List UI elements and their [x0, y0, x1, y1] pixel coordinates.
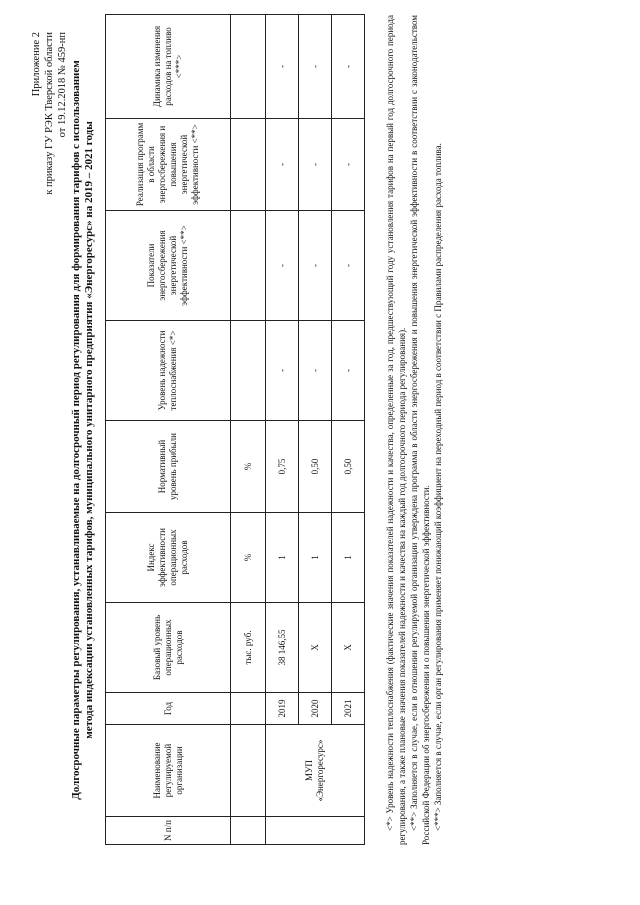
reliability-cell: -: [332, 321, 365, 421]
reliability-cell: -: [299, 321, 332, 421]
unit-base: тыс. руб.: [231, 603, 266, 693]
cell: [231, 321, 266, 421]
cell: [231, 725, 266, 817]
header-programs: Реализация программ в области энергосбережения и повышения энергетической эффективности <**>: [106, 119, 231, 211]
table-row: [266, 15, 299, 845]
row-number: [266, 817, 365, 845]
header-org: Наименование регулируемой организации: [106, 725, 231, 817]
appendix-header: [30, 32, 69, 195]
unit-profit: %: [231, 421, 266, 513]
org-name-line-2: «Энергоресурс»: [315, 739, 325, 802]
footnote-1: <*> Уровень надежности теплоснабжения (фактические значения показателей надежности и качества, определенные за год, предшествующий году установления тарифов на первый год долгосрочного периода регулирования, а также плановые значения показателей надежности и качества на каждый год долгосрочного периода регулирования).: [385, 15, 407, 845]
header-energy-indicators: Показатели энергосбережения энергетической эффективности <**>: [106, 211, 231, 321]
footnote-3: <***> Заполняется в случае, если орган регулирования применяет понижающий коэффициент на переходный период в соответствии с Правилами распределения расхода топлива.: [433, 143, 443, 831]
header-index: Индекс эффективности операционных расходов: [106, 513, 231, 603]
year-cell: 2020: [299, 693, 332, 725]
programs-cell: -: [332, 119, 365, 211]
appendix-order: к приказу ГУ РЭК Тверской области: [44, 32, 55, 195]
fuel-cell: -: [266, 15, 299, 119]
header-num: N п/п: [106, 817, 231, 845]
footnotes: [385, 15, 446, 845]
org-name: [266, 725, 365, 817]
header-year: Год: [106, 693, 231, 725]
year-cell: 2021: [332, 693, 365, 725]
profit-cell: 0,50: [332, 421, 365, 513]
energy-cell: -: [332, 211, 365, 321]
parameters-table: [105, 14, 365, 845]
reliability-cell: -: [266, 321, 299, 421]
header-base: Базовый уровень операционных расходов: [106, 603, 231, 693]
cell: [231, 119, 266, 211]
index-cell: 1: [332, 513, 365, 603]
unit-row: [231, 15, 266, 845]
document-title: [70, 15, 96, 845]
title-line-2: метода индексации установленных тарифов, муниципального унитарного предприятия «Энергоресурс» на 2019 – 2021 годы: [83, 121, 95, 739]
header-fuel: Динамика изменения расходов на топливо <***>: [106, 15, 231, 119]
header-row: [106, 15, 231, 845]
year-cell: 2019: [266, 693, 299, 725]
base-cell: 38 146,55: [266, 603, 299, 693]
cell: [231, 817, 266, 845]
index-cell: 1: [299, 513, 332, 603]
index-cell: 1: [266, 513, 299, 603]
energy-cell: -: [266, 211, 299, 321]
appendix-number: Приложение 2: [31, 32, 42, 97]
profit-cell: 0,50: [299, 421, 332, 513]
cell: [231, 693, 266, 725]
table-row: [332, 15, 365, 845]
title-line-1: Долгосрочные параметры регулирования, устанавливаемые на долгосрочный период регулирования для формирования тарифов с использованием: [70, 60, 82, 800]
cell: [231, 211, 266, 321]
base-cell: Х: [299, 603, 332, 693]
org-name-line-1: МУП: [304, 760, 314, 781]
programs-cell: -: [266, 119, 299, 211]
table-row: [299, 15, 332, 845]
fuel-cell: -: [299, 15, 332, 119]
appendix-date: от 19.12.2018 № 459-нп: [57, 32, 68, 138]
energy-cell: -: [299, 211, 332, 321]
footnote-2: <**> Заполняется в случае, если в отношении регулируемой организации утверждена программа в области энергосбережения и повышения энергетической эффективности в соответствии с законодательством Российской Федерации об энергосбережении и о повышении энергетической эффективности.: [409, 15, 431, 845]
unit-index: %: [231, 513, 266, 603]
header-reliability: Уровень надежности теплоснабжения <*>: [106, 321, 231, 421]
cell: [231, 15, 266, 119]
base-cell: Х: [332, 603, 365, 693]
header-profit: Нормативный уровень прибыли: [106, 421, 231, 513]
profit-cell: 0,75: [266, 421, 299, 513]
programs-cell: -: [299, 119, 332, 211]
fuel-cell: -: [332, 15, 365, 119]
